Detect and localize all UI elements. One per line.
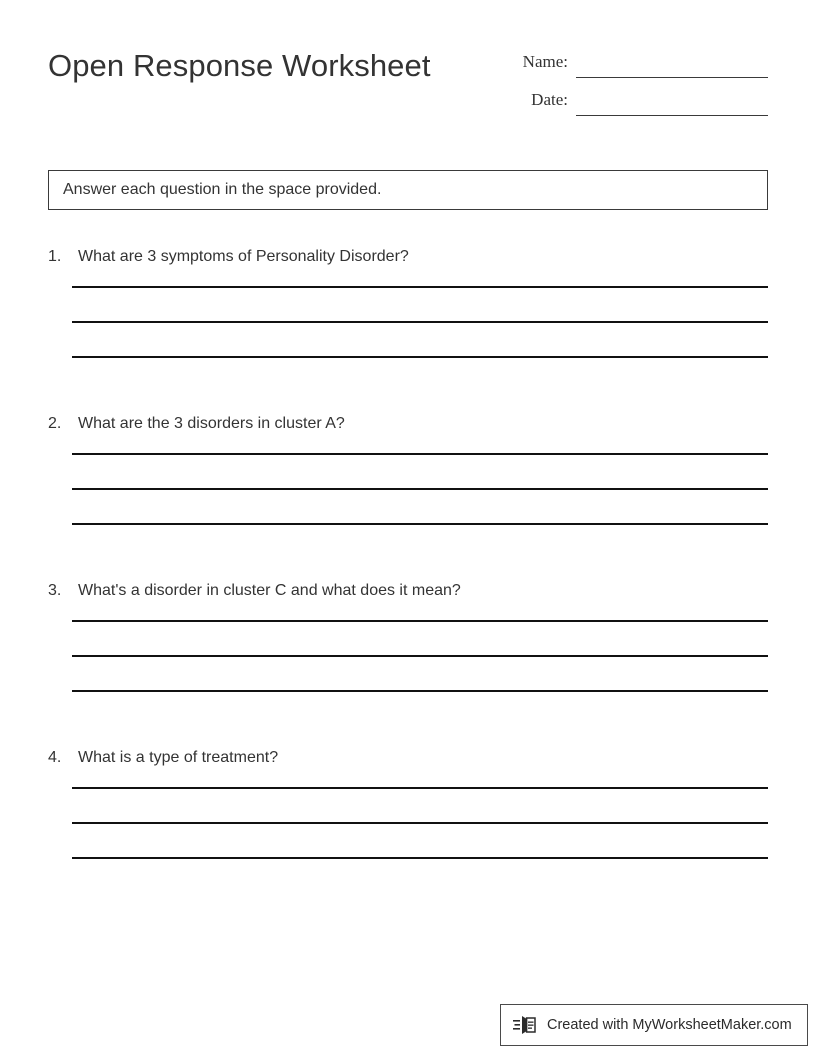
created-with-label: Created with MyWorksheetMaker.com [547,1017,792,1033]
name-write-line[interactable] [576,77,768,78]
created-with-badge[interactable] [500,1004,808,1046]
date-label: Date: [531,90,568,109]
page-title: Open Response Worksheet [48,48,431,83]
name-label: Name: [522,52,568,71]
question-row [48,582,768,600]
question-number: 1. [48,248,62,265]
question-number: 2. [48,415,62,432]
date-field[interactable] [500,90,768,120]
answer-line[interactable] [72,286,768,288]
answer-lines[interactable] [72,453,768,525]
answer-line[interactable] [72,488,768,490]
answer-line[interactable] [72,822,768,824]
answer-line[interactable] [72,356,768,358]
question-text: What are 3 symptoms of Personality Disorder? [78,248,409,265]
worksheet-header [0,0,816,140]
worksheet-maker-logo-icon [513,1013,539,1037]
question-text: What is a type of treatment? [78,749,279,766]
answer-line[interactable] [72,857,768,859]
answer-line[interactable] [72,655,768,657]
instruction-text: Answer each question in the space provided. [63,181,382,198]
question-text: What are the 3 disorders in cluster A? [78,415,345,432]
answer-lines[interactable] [72,620,768,692]
question-number: 3. [48,582,62,599]
answer-line[interactable] [72,453,768,455]
answer-line[interactable] [72,321,768,323]
answer-lines[interactable] [72,286,768,358]
question-text: What's a disorder in cluster C and what does it mean? [78,582,461,599]
answer-line[interactable] [72,523,768,525]
answer-line[interactable] [72,690,768,692]
answer-line[interactable] [72,787,768,789]
instruction-box [48,170,768,210]
date-write-line[interactable] [576,115,768,116]
question-row [48,415,768,433]
answer-lines[interactable] [72,787,768,859]
name-field[interactable] [500,52,768,82]
question-number: 4. [48,749,62,766]
question-row [48,749,768,767]
question-row [48,248,768,266]
answer-line[interactable] [72,620,768,622]
